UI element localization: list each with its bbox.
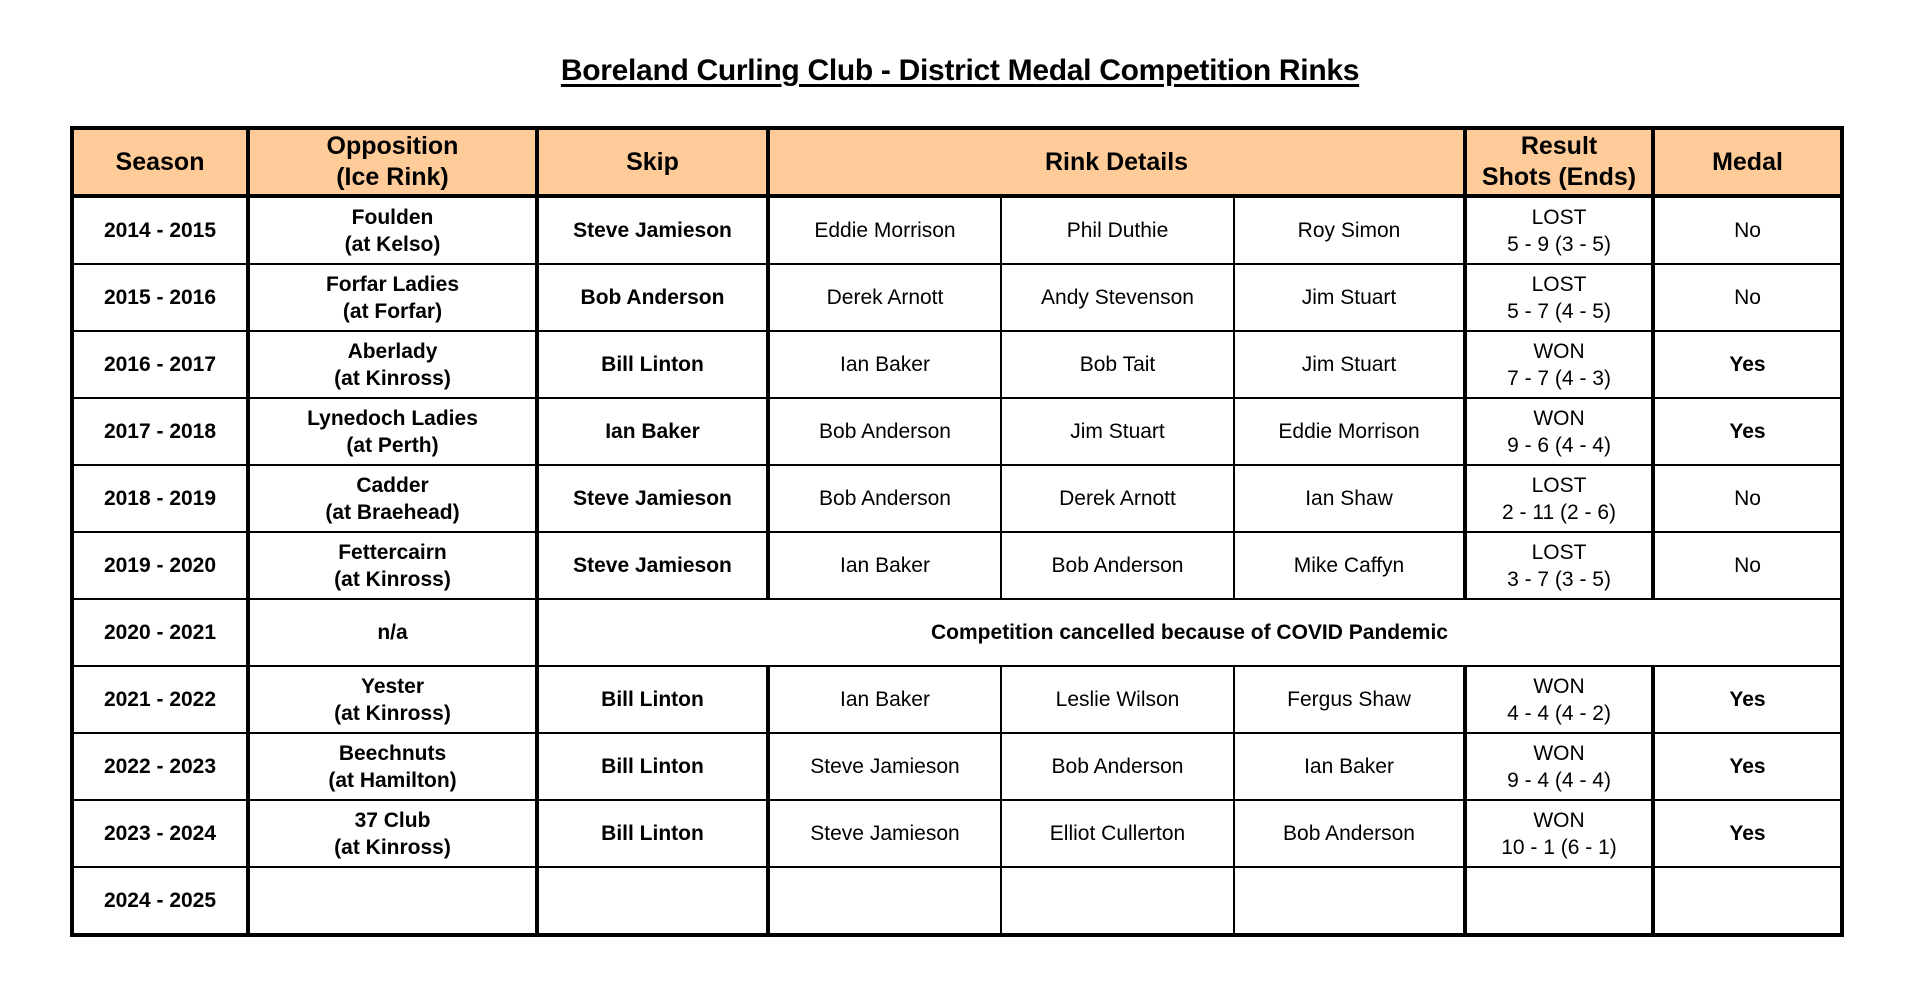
result-outcome: LOST bbox=[1531, 473, 1587, 497]
medal-cell: Yes bbox=[1653, 733, 1842, 800]
medal-cell: Yes bbox=[1653, 398, 1842, 465]
result-cell bbox=[1465, 331, 1653, 398]
result-cell bbox=[1465, 532, 1653, 599]
result-cell bbox=[1465, 196, 1653, 264]
medal-cell: No bbox=[1653, 196, 1842, 264]
result-outcome: LOST bbox=[1531, 205, 1587, 229]
skip-cell: Steve Jamieson bbox=[537, 196, 768, 264]
skip-cell: Bill Linton bbox=[537, 666, 768, 733]
table-row bbox=[72, 532, 1842, 599]
opposition-cell bbox=[248, 666, 537, 733]
opposition-rink: (at Kinross) bbox=[334, 567, 451, 591]
table-row bbox=[72, 465, 1842, 532]
opposition-name: Fettercairn bbox=[338, 540, 447, 564]
result-outcome: LOST bbox=[1531, 540, 1587, 564]
opposition-rink: (at Kelso) bbox=[344, 232, 441, 256]
season-cell: 2021 - 2022 bbox=[72, 666, 248, 733]
player-cell bbox=[768, 867, 1001, 935]
opposition-cell bbox=[248, 867, 537, 935]
opposition-cell bbox=[248, 733, 537, 800]
result-score: 7 - 7 (4 - 3) bbox=[1507, 366, 1611, 390]
skip-cell: Bill Linton bbox=[537, 733, 768, 800]
header-rink-details: Rink Details bbox=[768, 128, 1465, 196]
opposition-cell: n/a bbox=[248, 599, 537, 666]
opposition-name: Beechnuts bbox=[338, 741, 447, 765]
header-row bbox=[72, 128, 1842, 196]
opposition-name: Foulden bbox=[351, 205, 434, 229]
table-row bbox=[72, 398, 1842, 465]
result-cell bbox=[1465, 398, 1653, 465]
skip-cell bbox=[537, 867, 768, 935]
season-cell: 2016 - 2017 bbox=[72, 331, 248, 398]
cancelled-note: Competition cancelled because of COVID Pandemic bbox=[537, 599, 1842, 666]
player-cell: Bob Anderson bbox=[1001, 733, 1234, 800]
season-cell: 2023 - 2024 bbox=[72, 800, 248, 867]
result-cell bbox=[1465, 465, 1653, 532]
table-row bbox=[72, 196, 1842, 264]
header-opposition-line2: (Ice Rink) bbox=[336, 163, 449, 191]
player-cell bbox=[1001, 867, 1234, 935]
player-cell: Mike Caffyn bbox=[1234, 532, 1465, 599]
header-season: Season bbox=[72, 128, 248, 196]
result-outcome: WON bbox=[1533, 741, 1585, 765]
opposition-name: Aberlady bbox=[347, 339, 438, 363]
skip-cell: Steve Jamieson bbox=[537, 532, 768, 599]
result-cell bbox=[1465, 733, 1653, 800]
season-cell: 2019 - 2020 bbox=[72, 532, 248, 599]
season-cell: 2024 - 2025 bbox=[72, 867, 248, 935]
result-outcome: LOST bbox=[1531, 272, 1587, 296]
opposition-name: 37 Club bbox=[354, 808, 431, 832]
player-cell: Ian Baker bbox=[768, 532, 1001, 599]
table-row bbox=[72, 800, 1842, 867]
competition-table bbox=[70, 126, 1844, 937]
player-cell: Elliot Cullerton bbox=[1001, 800, 1234, 867]
opposition-rink: (at Kinross) bbox=[334, 366, 451, 390]
header-opposition-line1: Opposition bbox=[326, 132, 459, 160]
opposition-cell bbox=[248, 800, 537, 867]
result-score: 9 - 6 (4 - 4) bbox=[1507, 433, 1611, 457]
result-score: 9 - 4 (4 - 4) bbox=[1507, 768, 1611, 792]
player-cell: Andy Stevenson bbox=[1001, 264, 1234, 331]
medal-cell: No bbox=[1653, 532, 1842, 599]
player-cell: Steve Jamieson bbox=[768, 733, 1001, 800]
result-cell bbox=[1465, 264, 1653, 331]
medal-cell: Yes bbox=[1653, 666, 1842, 733]
result-score: 10 - 1 (6 - 1) bbox=[1501, 835, 1617, 859]
player-cell: Ian Baker bbox=[768, 666, 1001, 733]
player-cell: Jim Stuart bbox=[1001, 398, 1234, 465]
opposition-rink: (at Forfar) bbox=[342, 299, 443, 323]
player-cell: Jim Stuart bbox=[1234, 331, 1465, 398]
result-score: 5 - 7 (4 - 5) bbox=[1507, 299, 1611, 323]
header-medal: Medal bbox=[1653, 128, 1842, 196]
player-cell: Ian Shaw bbox=[1234, 465, 1465, 532]
opposition-cell bbox=[248, 264, 537, 331]
season-cell: 2022 - 2023 bbox=[72, 733, 248, 800]
player-cell: Bob Anderson bbox=[1234, 800, 1465, 867]
opposition-rink: (at Kinross) bbox=[334, 701, 451, 725]
opposition-rink: (at Hamilton) bbox=[328, 768, 457, 792]
skip-cell: Bill Linton bbox=[537, 800, 768, 867]
header-result bbox=[1465, 128, 1653, 196]
opposition-name: Yester bbox=[360, 674, 425, 698]
table-row bbox=[72, 867, 1842, 935]
table-row bbox=[72, 666, 1842, 733]
player-cell: Steve Jamieson bbox=[768, 800, 1001, 867]
player-cell: Bob Tait bbox=[1001, 331, 1234, 398]
result-score: 4 - 4 (4 - 2) bbox=[1507, 701, 1611, 725]
player-cell: Ian Baker bbox=[1234, 733, 1465, 800]
skip-cell: Ian Baker bbox=[537, 398, 768, 465]
result-outcome: WON bbox=[1533, 339, 1585, 363]
season-cell: 2018 - 2019 bbox=[72, 465, 248, 532]
player-cell: Bob Anderson bbox=[1001, 532, 1234, 599]
opposition-rink: (at Braehead) bbox=[325, 500, 460, 524]
opposition-cell bbox=[248, 196, 537, 264]
medal-cell: Yes bbox=[1653, 800, 1842, 867]
player-cell: Derek Arnott bbox=[1001, 465, 1234, 532]
medal-cell: No bbox=[1653, 264, 1842, 331]
opposition-rink: (at Kinross) bbox=[334, 835, 451, 859]
result-cell bbox=[1465, 666, 1653, 733]
skip-cell: Steve Jamieson bbox=[537, 465, 768, 532]
opposition-cell bbox=[248, 331, 537, 398]
season-cell: 2020 - 2021 bbox=[72, 599, 248, 666]
opposition-rink: (at Perth) bbox=[346, 433, 439, 457]
table-row bbox=[72, 331, 1842, 398]
header-skip: Skip bbox=[537, 128, 768, 196]
season-cell: 2015 - 2016 bbox=[72, 264, 248, 331]
opposition-name: Cadder bbox=[356, 473, 429, 497]
medal-cell bbox=[1653, 867, 1842, 935]
opposition-name: Forfar Ladies bbox=[325, 272, 460, 296]
header-result-line2: Shots (Ends) bbox=[1481, 163, 1637, 191]
player-cell: Roy Simon bbox=[1234, 196, 1465, 264]
result-score: 3 - 7 (3 - 5) bbox=[1507, 567, 1611, 591]
header-result-line1: Result bbox=[1520, 132, 1598, 160]
result-score: 5 - 9 (3 - 5) bbox=[1507, 232, 1611, 256]
opposition-cell bbox=[248, 398, 537, 465]
result-outcome: WON bbox=[1533, 674, 1585, 698]
page-title-text: Boreland Curling Club - District Medal Competition Rinks bbox=[560, 54, 1360, 87]
skip-cell: Bill Linton bbox=[537, 331, 768, 398]
player-cell: Fergus Shaw bbox=[1234, 666, 1465, 733]
player-cell: Bob Anderson bbox=[768, 465, 1001, 532]
medal-cell: Yes bbox=[1653, 331, 1842, 398]
table-row bbox=[72, 599, 1842, 666]
player-cell: Eddie Morrison bbox=[1234, 398, 1465, 465]
player-cell: Derek Arnott bbox=[768, 264, 1001, 331]
opposition-cell bbox=[248, 532, 537, 599]
season-cell: 2014 - 2015 bbox=[72, 196, 248, 264]
player-cell: Jim Stuart bbox=[1234, 264, 1465, 331]
result-cell bbox=[1465, 867, 1653, 935]
player-cell: Eddie Morrison bbox=[768, 196, 1001, 264]
player-cell bbox=[1234, 867, 1465, 935]
season-cell: 2017 - 2018 bbox=[72, 398, 248, 465]
page-title bbox=[0, 54, 1920, 88]
player-cell: Ian Baker bbox=[768, 331, 1001, 398]
result-outcome: WON bbox=[1533, 406, 1585, 430]
skip-cell: Bob Anderson bbox=[537, 264, 768, 331]
medal-cell: No bbox=[1653, 465, 1842, 532]
result-score: 2 - 11 (2 - 6) bbox=[1502, 500, 1616, 524]
opposition-cell bbox=[248, 465, 537, 532]
header-opposition bbox=[248, 128, 537, 196]
opposition-name: Lynedoch Ladies bbox=[307, 406, 478, 430]
table-row bbox=[72, 733, 1842, 800]
table-row bbox=[72, 264, 1842, 331]
player-cell: Leslie Wilson bbox=[1001, 666, 1234, 733]
result-cell bbox=[1465, 800, 1653, 867]
player-cell: Bob Anderson bbox=[768, 398, 1001, 465]
result-outcome: WON bbox=[1533, 808, 1585, 832]
player-cell: Phil Duthie bbox=[1001, 196, 1234, 264]
